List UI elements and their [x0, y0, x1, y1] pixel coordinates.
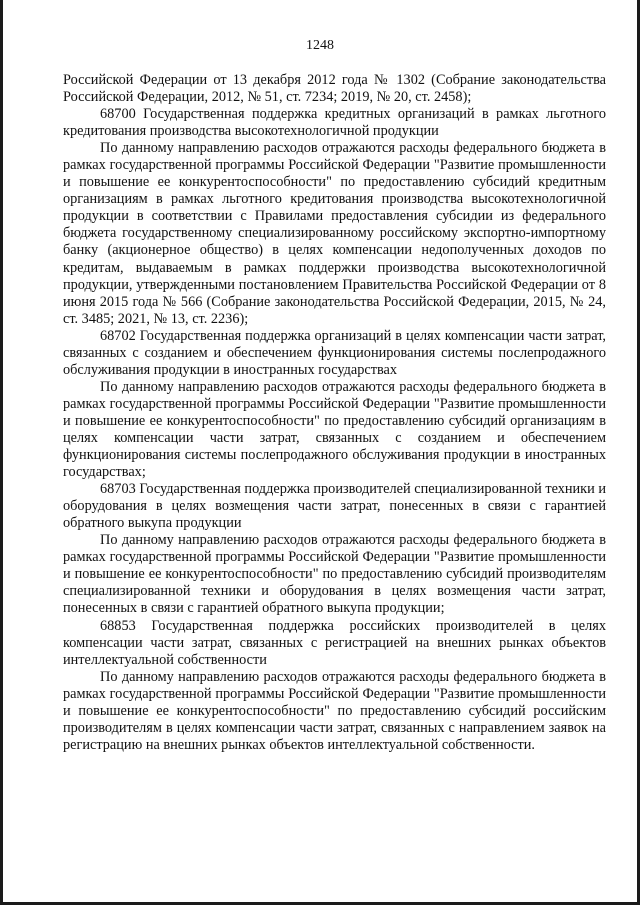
paragraph-68702: По данному направлению расходов отражаются расходы федерального бюджета в рамках государственной программы Российской Федерации "Развитие промышленности и повышение ее конкурентоспособности" по предоставлению субсидий организациям в целях компенсации части затрат, связанных с созданием и обеспечением функционирования системы послепродажного обслуживания продукции в иностранных государствах;	[63, 378, 606, 481]
paragraph-68700: По данному направлению расходов отражаются расходы федерального бюджета в рамках государственной программы Российской Федерации "Развитие промышленности и повышение ее конкурентоспособности" по предоставлению субсидий кредитным организациям в рамках льготного кредитования производства высокотехнологичной продукции в соответствии с Правилами предоставления субсидии из федерального бюджета государственному специализированному российскому экспортно-импортному банку (акционерное общество) в целях компенсации недополученных доходов по кредитам, выдаваемым в рамках поддержки производства высокотехнологичной продукции, утвержденными постановлением Правительства Российской Федерации от 8 июня 2015 года № 566 (Собрание законодательства Российской Федерации, 2015, № 24, ст. 3485; 2021, № 13, ст. 2236);	[63, 140, 606, 327]
paragraph-continuation: Российской Федерации от 13 декабря 2012 года № 1302 (Собрание законодательства Российской Федерации, 2012, № 51, ст. 7234; 2019, № 20, ст. 2458);	[63, 72, 606, 106]
section-heading-68703: 68703 Государственная поддержка производителей специализированной техники и оборудования в целях возмещения части затрат, понесенных в связи с гарантией обратного выкупа продукции	[63, 481, 606, 532]
paragraph-68703: По данному направлению расходов отражаются расходы федерального бюджета в рамках государственной программы Российской Федерации "Развитие промышленности и повышение ее конкурентоспособности" по предоставлению субсидий производителям специализированной техники и оборудования в целях возмещения части затрат, понесенных в связи с гарантией обратного выкупа продукции;	[63, 532, 606, 617]
page-number: 1248	[306, 38, 334, 53]
scan-border-left	[0, 0, 3, 905]
document-body	[63, 72, 606, 754]
section-heading-68700: 68700 Государственная поддержка кредитных организаций в рамках льготного кредитования производства высокотехнологичной продукции	[63, 106, 606, 140]
section-heading-68853: 68853 Государственная поддержка российских производителей в целях компенсации части затрат, связанных с регистрацией на внешних рынках объектов интеллектуальной собственности	[63, 617, 606, 668]
paragraph-68853: По данному направлению расходов отражаются расходы федерального бюджета в рамках государственной программы Российской Федерации "Развитие промышленности и повышение ее конкурентоспособности" по предоставлению субсидий российским производителям в целях компенсации части затрат, связанных с направлением заявок на регистрацию на внешних рынках объектов интеллектуальной собственности.	[63, 668, 606, 753]
section-heading-68702: 68702 Государственная поддержка организаций в целях компенсации части затрат, связанных с созданием и обеспечением функционирования системы послепродажного обслуживания продукции в иностранных государствах	[63, 327, 606, 378]
